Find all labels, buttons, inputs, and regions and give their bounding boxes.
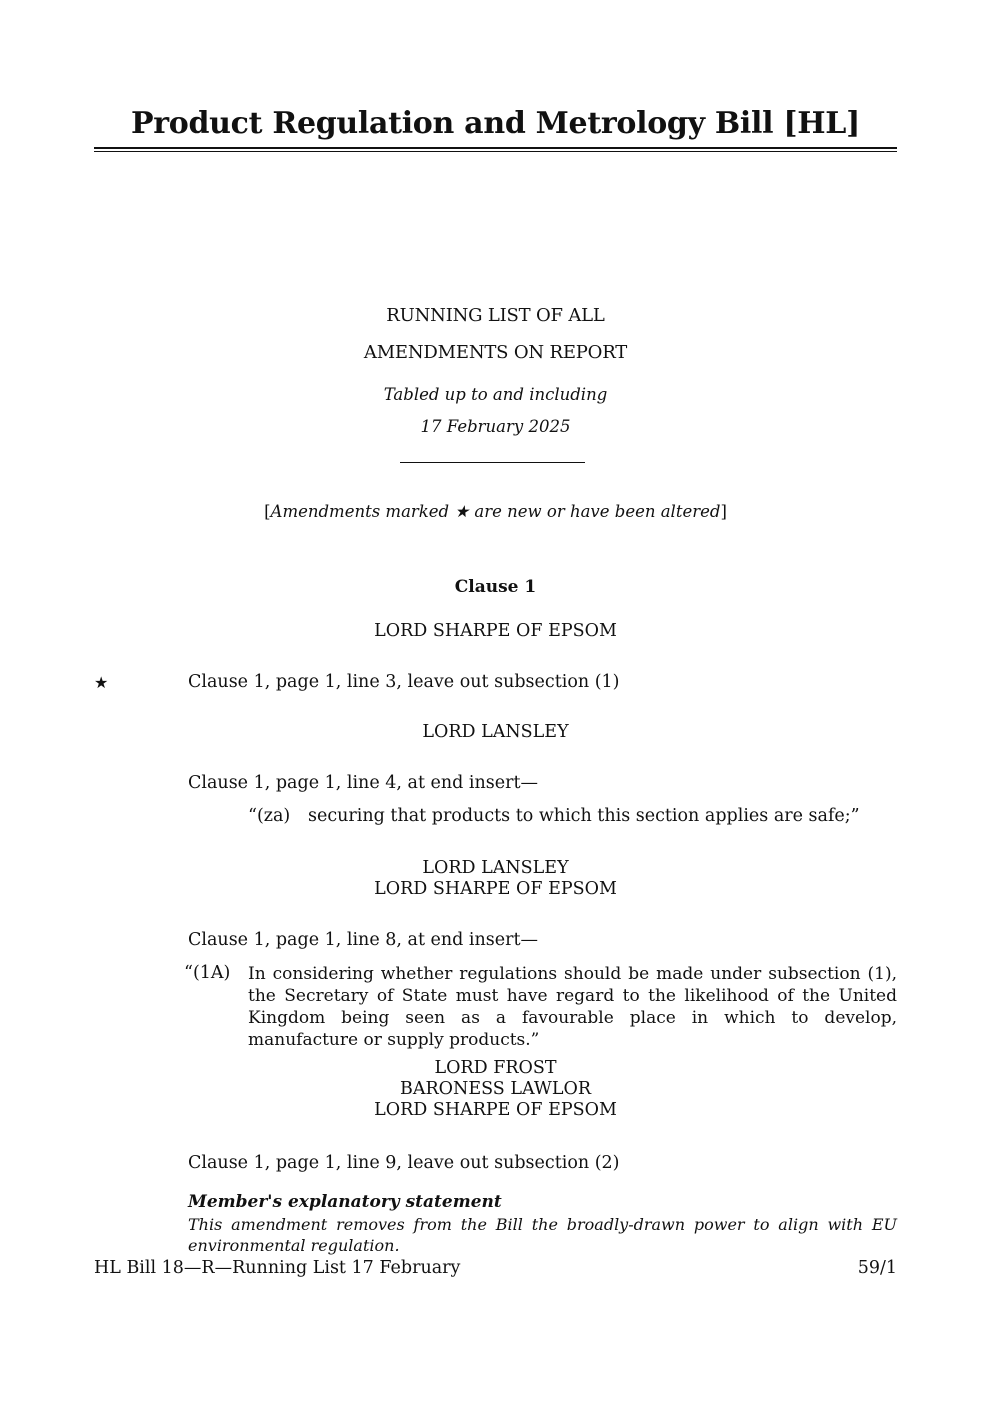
tabled-line-2: 17 February 2025 (420, 417, 571, 436)
amendment-3-insert-text: In considering whether regulations should be made under subsection (1), the Secretary of State must have regard to the likelihood of the United Kingdom being seen as a favourable place in which to develop, manufacture or supply products.” (248, 964, 897, 1050)
bill-title: Product Regulation and Metrology Bill [HL] (130, 106, 860, 141)
amendment-3-sponsor-1: LORD LANSLEY (422, 858, 569, 878)
marker-note-text: Amendments marked ★ are new or have been altered (270, 502, 721, 521)
explanatory-statement-heading: Member's explanatory statement (188, 1192, 502, 1212)
clause-heading: Clause 1 (454, 577, 537, 597)
amendment-1-sponsor: LORD SHARPE OF EPSOM (374, 621, 617, 641)
amendment-3-insert-label: “(1A) (184, 963, 231, 983)
amendment-4-instruction: Clause 1, page 1, line 9, leave out subsection (2) (188, 1153, 620, 1173)
amendment-4-sponsor-2: BARONESS LAWLOR (399, 1079, 592, 1099)
amendment-2-instruction: Clause 1, page 1, line 4, at end insert— (188, 773, 539, 793)
amendment-2-sponsor: LORD LANSLEY (422, 722, 569, 742)
amendment-2-insert-label: “(za) (248, 806, 291, 826)
footer-bill-reference: HL Bill 18—R—Running List 17 February (94, 1258, 461, 1278)
amendment-1-instruction: Clause 1, page 1, line 3, leave out subsection (1) (188, 672, 620, 692)
heading-line-1: RUNNING LIST OF ALL (386, 305, 605, 326)
amendment-3-sponsor-2: LORD SHARPE OF EPSOM (374, 879, 617, 899)
heading-divider (400, 462, 585, 463)
heading-line-2: AMENDMENTS ON REPORT (363, 342, 628, 363)
marker-note (94, 502, 897, 521)
marker-note-close: ] (720, 502, 727, 521)
title-rule-thick (94, 147, 897, 149)
explanatory-statement-text: This amendment removes from the Bill the broadly-drawn power to align with EU environmental regulation. (188, 1215, 897, 1255)
amendment-4-sponsor-1: LORD FROST (434, 1058, 557, 1078)
title-rule-thin (94, 151, 897, 152)
tabled-line-1: Tabled up to and including (383, 385, 608, 404)
amendment-4-sponsor-3: LORD SHARPE OF EPSOM (374, 1100, 617, 1120)
amendment-2-insert-text: securing that products to which this section applies are safe;” (308, 806, 860, 826)
footer-page-number: 59/1 (857, 1258, 897, 1278)
marker-note-open: [ (264, 502, 271, 521)
amendment-3-instruction: Clause 1, page 1, line 8, at end insert— (188, 930, 539, 950)
new-amendment-star-icon: ★ (94, 673, 109, 692)
